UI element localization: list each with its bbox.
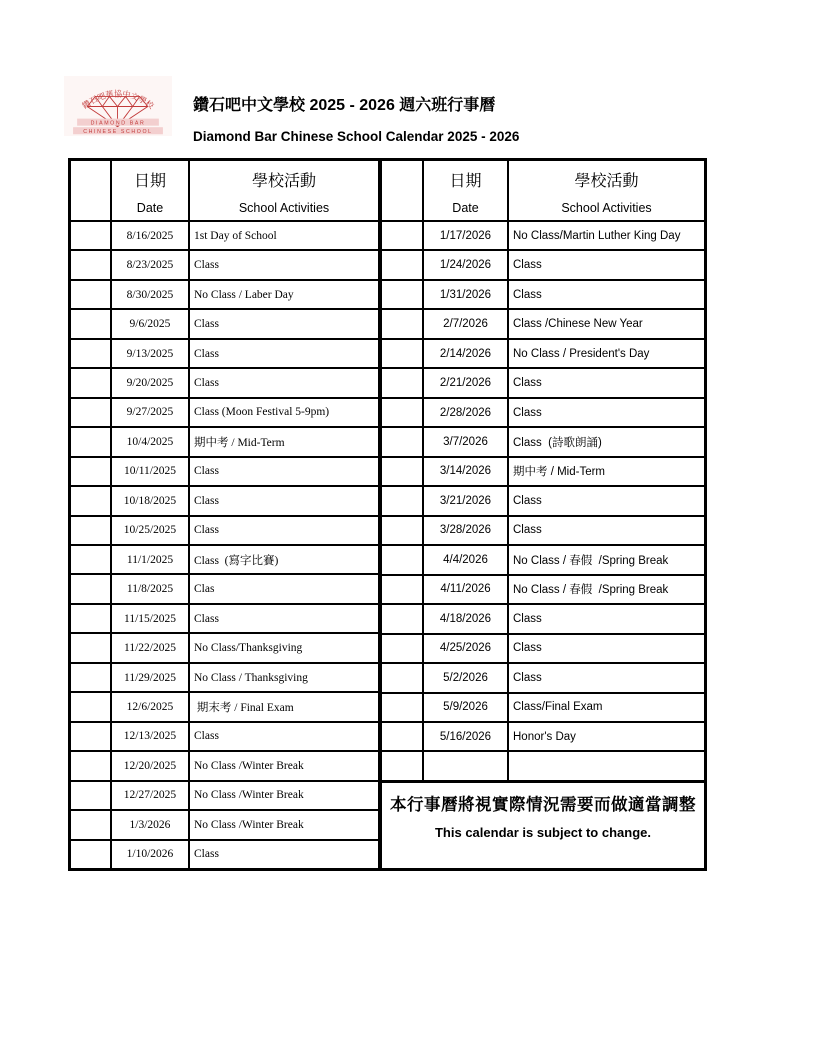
activity-cell: Class <box>194 494 219 507</box>
index-cell <box>71 517 112 544</box>
date-cell: 12/13/2025 <box>112 723 190 750</box>
activity-cell: Honor's Day <box>513 730 576 743</box>
index-cell <box>382 546 424 573</box>
index-cell <box>382 723 424 750</box>
table-row <box>71 811 378 840</box>
date-cell: 1/31/2026 <box>424 281 509 308</box>
date-cell: 4/18/2026 <box>424 605 509 632</box>
activities-header-zh: 學校活動 <box>251 173 316 190</box>
index-cell <box>71 369 112 396</box>
table-row <box>71 752 378 781</box>
date-cell: 5/16/2026 <box>424 723 509 750</box>
index-cell <box>382 281 424 308</box>
page-title-en: Diamond Bar Chinese School Calendar 2025 - 2026 <box>193 129 520 144</box>
date-cell: 12/20/2025 <box>112 752 190 779</box>
index-cell <box>71 723 112 750</box>
activity-cell: No Class / Laber Day <box>194 288 294 301</box>
calendar-table <box>68 158 707 871</box>
table-row <box>382 487 704 516</box>
table-row <box>382 752 704 779</box>
table-row <box>382 517 704 546</box>
table-row <box>382 281 704 310</box>
activity-cell: No Class / Thanksgiving <box>194 671 308 684</box>
index-cell <box>71 222 112 249</box>
activity-cell: Clas <box>194 583 215 596</box>
table-row <box>71 222 378 251</box>
school-logo <box>64 76 172 136</box>
index-cell <box>71 664 112 691</box>
date-cell: 11/1/2025 <box>112 546 190 573</box>
table-row <box>71 399 378 428</box>
date-cell: 9/6/2025 <box>112 310 190 337</box>
date-cell: 12/27/2025 <box>112 782 190 809</box>
notice-zh: 本行事曆將視實際情況需要而做適當調整 <box>390 795 696 814</box>
table-row <box>71 693 378 722</box>
left-header-row <box>71 161 378 222</box>
activity-cell: Class/Final Exam <box>513 701 603 714</box>
index-cell <box>382 399 424 426</box>
date-cell: 9/20/2025 <box>112 369 190 396</box>
activity-cell: 期中考 / Mid-Term <box>513 466 605 479</box>
index-cell <box>71 428 112 455</box>
activities-header-en: School Activities <box>561 201 652 215</box>
date-cell: 1/10/2026 <box>112 841 190 868</box>
date-cell: 3/14/2026 <box>424 458 509 485</box>
date-cell: 8/23/2025 <box>112 251 190 278</box>
index-column-header <box>382 161 424 220</box>
table-row <box>382 428 704 457</box>
table-row <box>382 222 704 251</box>
date-cell: 11/15/2025 <box>112 605 190 632</box>
table-row <box>71 841 378 868</box>
table-row <box>71 428 378 457</box>
index-cell <box>71 458 112 485</box>
index-cell <box>71 693 112 720</box>
activity-cell: Class <box>194 259 219 272</box>
activity-cell: No Class / 春假 /Spring Break <box>513 584 669 597</box>
table-row <box>382 664 704 693</box>
table-row <box>382 458 704 487</box>
table-row <box>71 575 378 604</box>
activity-cell: Class <box>513 377 542 390</box>
left-table <box>71 161 382 868</box>
activity-cell: Class <box>513 642 542 655</box>
index-cell <box>71 575 112 602</box>
index-cell <box>71 634 112 661</box>
date-cell: 1/17/2026 <box>424 222 509 249</box>
activity-cell <box>509 752 704 779</box>
activity-cell: No Class/Thanksgiving <box>194 642 303 655</box>
activity-cell: No Class / 春假 /Spring Break <box>513 554 669 567</box>
date-cell: 11/8/2025 <box>112 575 190 602</box>
table-row <box>71 251 378 280</box>
date-cell: 8/16/2025 <box>112 222 190 249</box>
activity-cell: No Class /Winter Break <box>194 789 304 802</box>
date-column-header <box>424 161 509 220</box>
activity-cell: Class <box>194 524 219 537</box>
date-cell: 3/21/2026 <box>424 487 509 514</box>
date-cell: 9/13/2025 <box>112 340 190 367</box>
date-cell: 5/2/2026 <box>424 664 509 691</box>
date-cell: 2/7/2026 <box>424 310 509 337</box>
activity-cell: Class (詩歌朗誦) <box>513 437 602 450</box>
activity-cell: Class <box>194 465 219 478</box>
index-cell <box>382 251 424 278</box>
date-header-zh: 日期 <box>133 173 166 190</box>
date-cell: 2/14/2026 <box>424 340 509 367</box>
date-cell: 9/27/2025 <box>112 399 190 426</box>
activity-cell: 1st Day of School <box>194 229 277 242</box>
index-cell <box>382 752 424 779</box>
activity-cell: Class <box>194 376 219 389</box>
activity-cell: Class <box>194 318 219 331</box>
date-header-en: Date <box>452 201 479 215</box>
index-cell <box>71 310 112 337</box>
table-row <box>382 723 704 752</box>
table-row <box>382 310 704 339</box>
table-row <box>382 251 704 280</box>
table-row <box>71 634 378 663</box>
index-cell <box>71 811 112 838</box>
table-row <box>382 635 704 664</box>
table-row <box>71 458 378 487</box>
activity-cell: Class <box>513 524 542 537</box>
left-rows <box>71 222 378 868</box>
date-cell: 1/24/2026 <box>424 251 509 278</box>
activity-cell: Class <box>194 612 219 625</box>
date-cell: 2/28/2026 <box>424 399 509 426</box>
table-row <box>71 723 378 752</box>
index-cell <box>382 428 424 455</box>
table-row <box>71 310 378 339</box>
activity-cell: Class <box>513 288 542 301</box>
table-row <box>382 340 704 369</box>
index-cell <box>71 546 112 573</box>
date-cell: 11/29/2025 <box>112 664 190 691</box>
date-cell: 10/4/2025 <box>112 428 190 455</box>
index-cell <box>71 782 112 809</box>
activity-cell: Class (Moon Festival 5-9pm) <box>194 406 330 419</box>
table-row <box>382 694 704 723</box>
table-row <box>71 664 378 693</box>
date-cell: 2/21/2026 <box>424 369 509 396</box>
index-cell <box>382 664 424 691</box>
right-header-row <box>382 161 704 222</box>
table-row <box>71 281 378 310</box>
activity-cell: 期末考 / Final Exam <box>194 701 294 714</box>
date-cell: 10/11/2025 <box>112 458 190 485</box>
activity-cell: 期中考 / Mid-Term <box>194 436 285 449</box>
activity-cell: No Class/Martin Luther King Day <box>513 229 681 242</box>
activity-cell: Class <box>513 671 542 684</box>
index-cell <box>71 251 112 278</box>
index-cell <box>382 635 424 662</box>
logo-line2: CHINESE SCHOOL <box>83 128 153 135</box>
activity-cell: Class <box>194 347 219 360</box>
activity-cell: Class <box>194 848 219 861</box>
date-cell <box>424 752 509 779</box>
table-row <box>71 517 378 546</box>
index-cell <box>71 487 112 514</box>
index-cell <box>382 458 424 485</box>
activity-cell: Class /Chinese New Year <box>513 318 643 331</box>
table-row <box>382 399 704 428</box>
index-cell <box>382 487 424 514</box>
activity-cell: Class (寫字比賽) <box>194 554 279 567</box>
date-cell: 4/11/2026 <box>424 576 509 603</box>
date-cell: 3/7/2026 <box>424 428 509 455</box>
page-title-zh: 鑽石吧中文學校 2025 - 2026 週六班行事曆 <box>193 97 496 114</box>
date-cell: 3/28/2026 <box>424 517 509 544</box>
index-cell <box>71 841 112 868</box>
index-cell <box>71 281 112 308</box>
date-cell: 5/9/2026 <box>424 694 509 721</box>
index-cell <box>71 399 112 426</box>
table-row <box>71 546 378 575</box>
date-cell: 8/30/2025 <box>112 281 190 308</box>
index-cell <box>382 694 424 721</box>
right-rows <box>382 222 704 780</box>
activity-cell: Class <box>513 406 542 419</box>
table-row <box>382 576 704 605</box>
activities-column-header <box>190 161 378 220</box>
date-header-en: Date <box>136 201 164 215</box>
activity-cell: Class <box>194 730 219 743</box>
index-cell <box>382 310 424 337</box>
index-cell <box>71 752 112 779</box>
activities-column-header <box>509 161 704 220</box>
date-cell: 10/18/2025 <box>112 487 190 514</box>
date-cell: 4/25/2026 <box>424 635 509 662</box>
index-cell <box>382 605 424 632</box>
index-cell <box>382 340 424 367</box>
table-row <box>382 369 704 398</box>
activity-cell: Class <box>513 612 542 625</box>
activities-header-en: School Activities <box>238 201 330 215</box>
date-cell: 11/22/2025 <box>112 634 190 661</box>
table-row <box>71 340 378 369</box>
index-cell <box>382 576 424 603</box>
date-cell: 12/6/2025 <box>112 693 190 720</box>
table-row <box>71 782 378 811</box>
date-cell: 4/4/2026 <box>424 546 509 573</box>
activities-header-zh: 學校活動 <box>574 173 639 190</box>
notice-en: This calendar is subject to change. <box>434 824 651 840</box>
activity-cell: Class <box>513 259 542 272</box>
logo-line1: DIAMOND BAR <box>90 120 146 127</box>
right-table <box>382 161 704 868</box>
table-row <box>382 546 704 575</box>
notice <box>382 780 704 868</box>
index-cell <box>382 369 424 396</box>
logo-diamond-icon <box>64 76 172 136</box>
index-cell <box>382 517 424 544</box>
index-column-header <box>71 161 112 220</box>
index-cell <box>71 340 112 367</box>
table-row <box>71 369 378 398</box>
activity-cell: No Class / President's Day <box>513 347 650 360</box>
logo-arc-text: 鑽石吧華協中文學校 <box>80 89 156 111</box>
table-row <box>382 605 704 634</box>
date-header-zh: 日期 <box>449 173 482 190</box>
activity-cell: No Class /Winter Break <box>194 818 304 831</box>
table-row <box>71 487 378 516</box>
index-cell <box>382 222 424 249</box>
date-cell: 1/3/2026 <box>112 811 190 838</box>
index-cell <box>71 605 112 632</box>
activity-cell: Class <box>513 494 542 507</box>
activity-cell: No Class /Winter Break <box>194 759 304 772</box>
table-row <box>71 605 378 634</box>
date-column-header <box>112 161 190 220</box>
date-cell: 10/25/2025 <box>112 517 190 544</box>
